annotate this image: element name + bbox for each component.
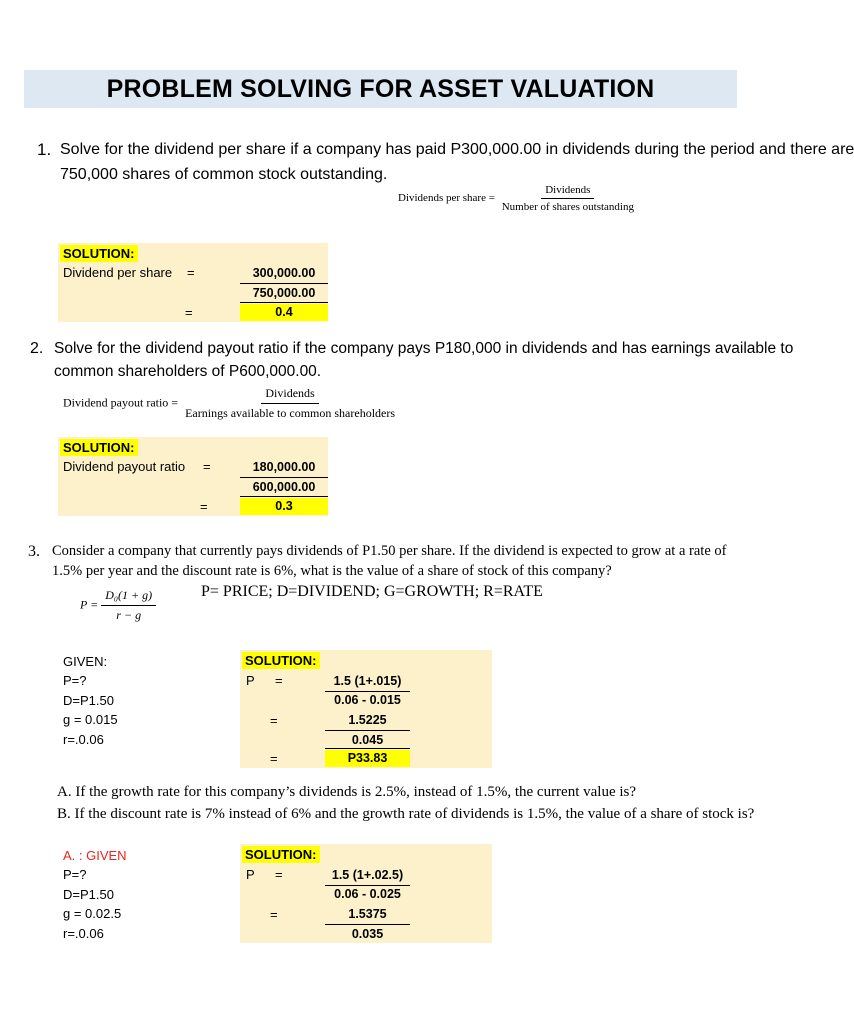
q2-number: 2. [30,340,44,357]
q3-step2-num: 1.5225 [348,713,387,727]
q1-result-line [240,302,328,303]
q2-formula-lhs: Dividend payout ratio = [63,395,179,410]
q3-step1-line [325,691,410,692]
q1-text-line2: 750,000 shares of common stock outstanding. [60,166,388,183]
q1-text-line1: Solve for the dividend per share if a company has paid P300,000.00 in dividends during the period and there are [60,141,854,158]
q3-number: 3. [28,543,40,560]
q2-text-line1: Solve for the dividend payout ratio if the company pays P180,000 in dividends and has earnings available to [54,340,794,357]
q1-formula-num: Dividends [541,184,594,199]
q1-eq-2: = [185,305,193,320]
q3a-given-3: r=.0.06 [63,926,104,941]
q3a-step2-den: 0.035 [351,927,384,941]
q3a-p-label: P [246,867,255,882]
q1-number: 1. [37,140,52,159]
q3-step2-den: 0.045 [351,733,384,747]
q1-formula-lhs: Dividends per share = [398,192,495,205]
q3-legend: P= PRICE; D=DIVIDEND; G=GROWTH; R=RATE [201,583,543,600]
q1-numerator: 300,000.00 [252,266,316,280]
q1-row-label: Dividend per share [63,265,173,280]
q3-text-line1: Consider a company that currently pays dividends of P1.50 per share. If the dividend is expected to grow at a rate of [52,543,727,559]
q2-eq-1: = [203,459,211,474]
q1-eq-1: = [187,265,195,280]
q2-denominator: 600,000.00 [252,480,316,494]
q3-formula-den: r − g [116,608,142,622]
q2-numerator: 180,000.00 [252,460,316,474]
q1-fraction-line [240,283,328,284]
q3-solution-label: SOLUTION: [242,652,320,669]
q3-p-label: P [246,673,255,688]
q3-formula-lhs: P = [80,597,99,612]
q3-given-0: P=? [63,673,87,688]
q2-solution-label: SOLUTION: [60,439,138,456]
q1-denominator: 750,000.00 [252,286,316,300]
q3-formula [80,588,156,623]
q3-step2-line [325,730,410,731]
q3a-eq-1: = [275,867,283,882]
q2-eq-2: = [200,499,208,514]
q3-sub-b: B. If the discount rate is 7% instead of 6% and the growth rate of dividends is 1.5%, the value of a share of stock is? [57,806,755,822]
q3-eq-3: = [270,751,278,766]
q1-formula [398,184,638,213]
q2-formula [63,386,399,421]
q3-result: P33.83 [325,750,410,767]
q1-formula-fraction [498,184,638,213]
page-title: PROBLEM SOLVING FOR ASSET VALUATION [106,74,655,103]
q2-formula-den: Earnings available to common shareholders [185,406,396,420]
title-bar [24,70,737,108]
q3-given-2: g = 0.015 [63,712,118,727]
q3a-step1-num: 1.5 (1+.02.5) [331,868,404,882]
q2-result-line [240,496,328,497]
q2-result: 0.3 [240,498,328,515]
q1-solution-label: SOLUTION: [60,245,138,262]
q3a-step1-den: 0.06 - 0.025 [334,887,401,901]
q3-given-1: D=P1.50 [63,693,114,708]
q2-fraction-line [240,477,328,478]
q3a-step1-line [325,885,410,886]
q3-eq-1: = [275,673,283,688]
q3a-given-label: A. : GIVEN [63,848,127,863]
q3-result-line [325,748,410,749]
q3a-given-0: P=? [63,867,87,882]
q2-formula-num: Dividends [261,386,318,404]
q3a-step2-num: 1.5375 [348,907,387,921]
q3-step1-num: 1.5 (1+.015) [333,674,402,688]
q1-result: 0.4 [240,304,328,321]
q1-formula-den: Number of shares outstanding [501,201,634,213]
q2-row-label: Dividend payout ratio [63,459,186,474]
q3a-solution-label: SOLUTION: [242,846,320,863]
q3a-given-1: D=P1.50 [63,887,114,902]
q2-formula-fraction [181,386,399,421]
q3a-eq-2: = [270,907,278,922]
q3-given-3: r=.0.06 [63,732,104,747]
q3-eq-2: = [270,713,278,728]
q3-formula-fraction [101,588,156,623]
q2-text-line2: common shareholders of P600,000.00. [54,363,322,380]
q3a-step2-line [325,924,410,925]
q3-text-line2: 1.5% per year and the discount rate is 6%, what is the value of a share of stock of this company? [52,563,612,579]
q3-sub-a: A. If the growth rate for this company’s dividends is 2.5%, instead of 1.5%, the current value is? [57,784,637,800]
q3-step1-den: 0.06 - 0.015 [334,693,401,707]
q3a-given-2: g = 0.02.5 [63,906,122,921]
q3-formula-num: D₀(1 + g) [101,588,156,606]
q3-given-label: GIVEN: [63,654,108,669]
